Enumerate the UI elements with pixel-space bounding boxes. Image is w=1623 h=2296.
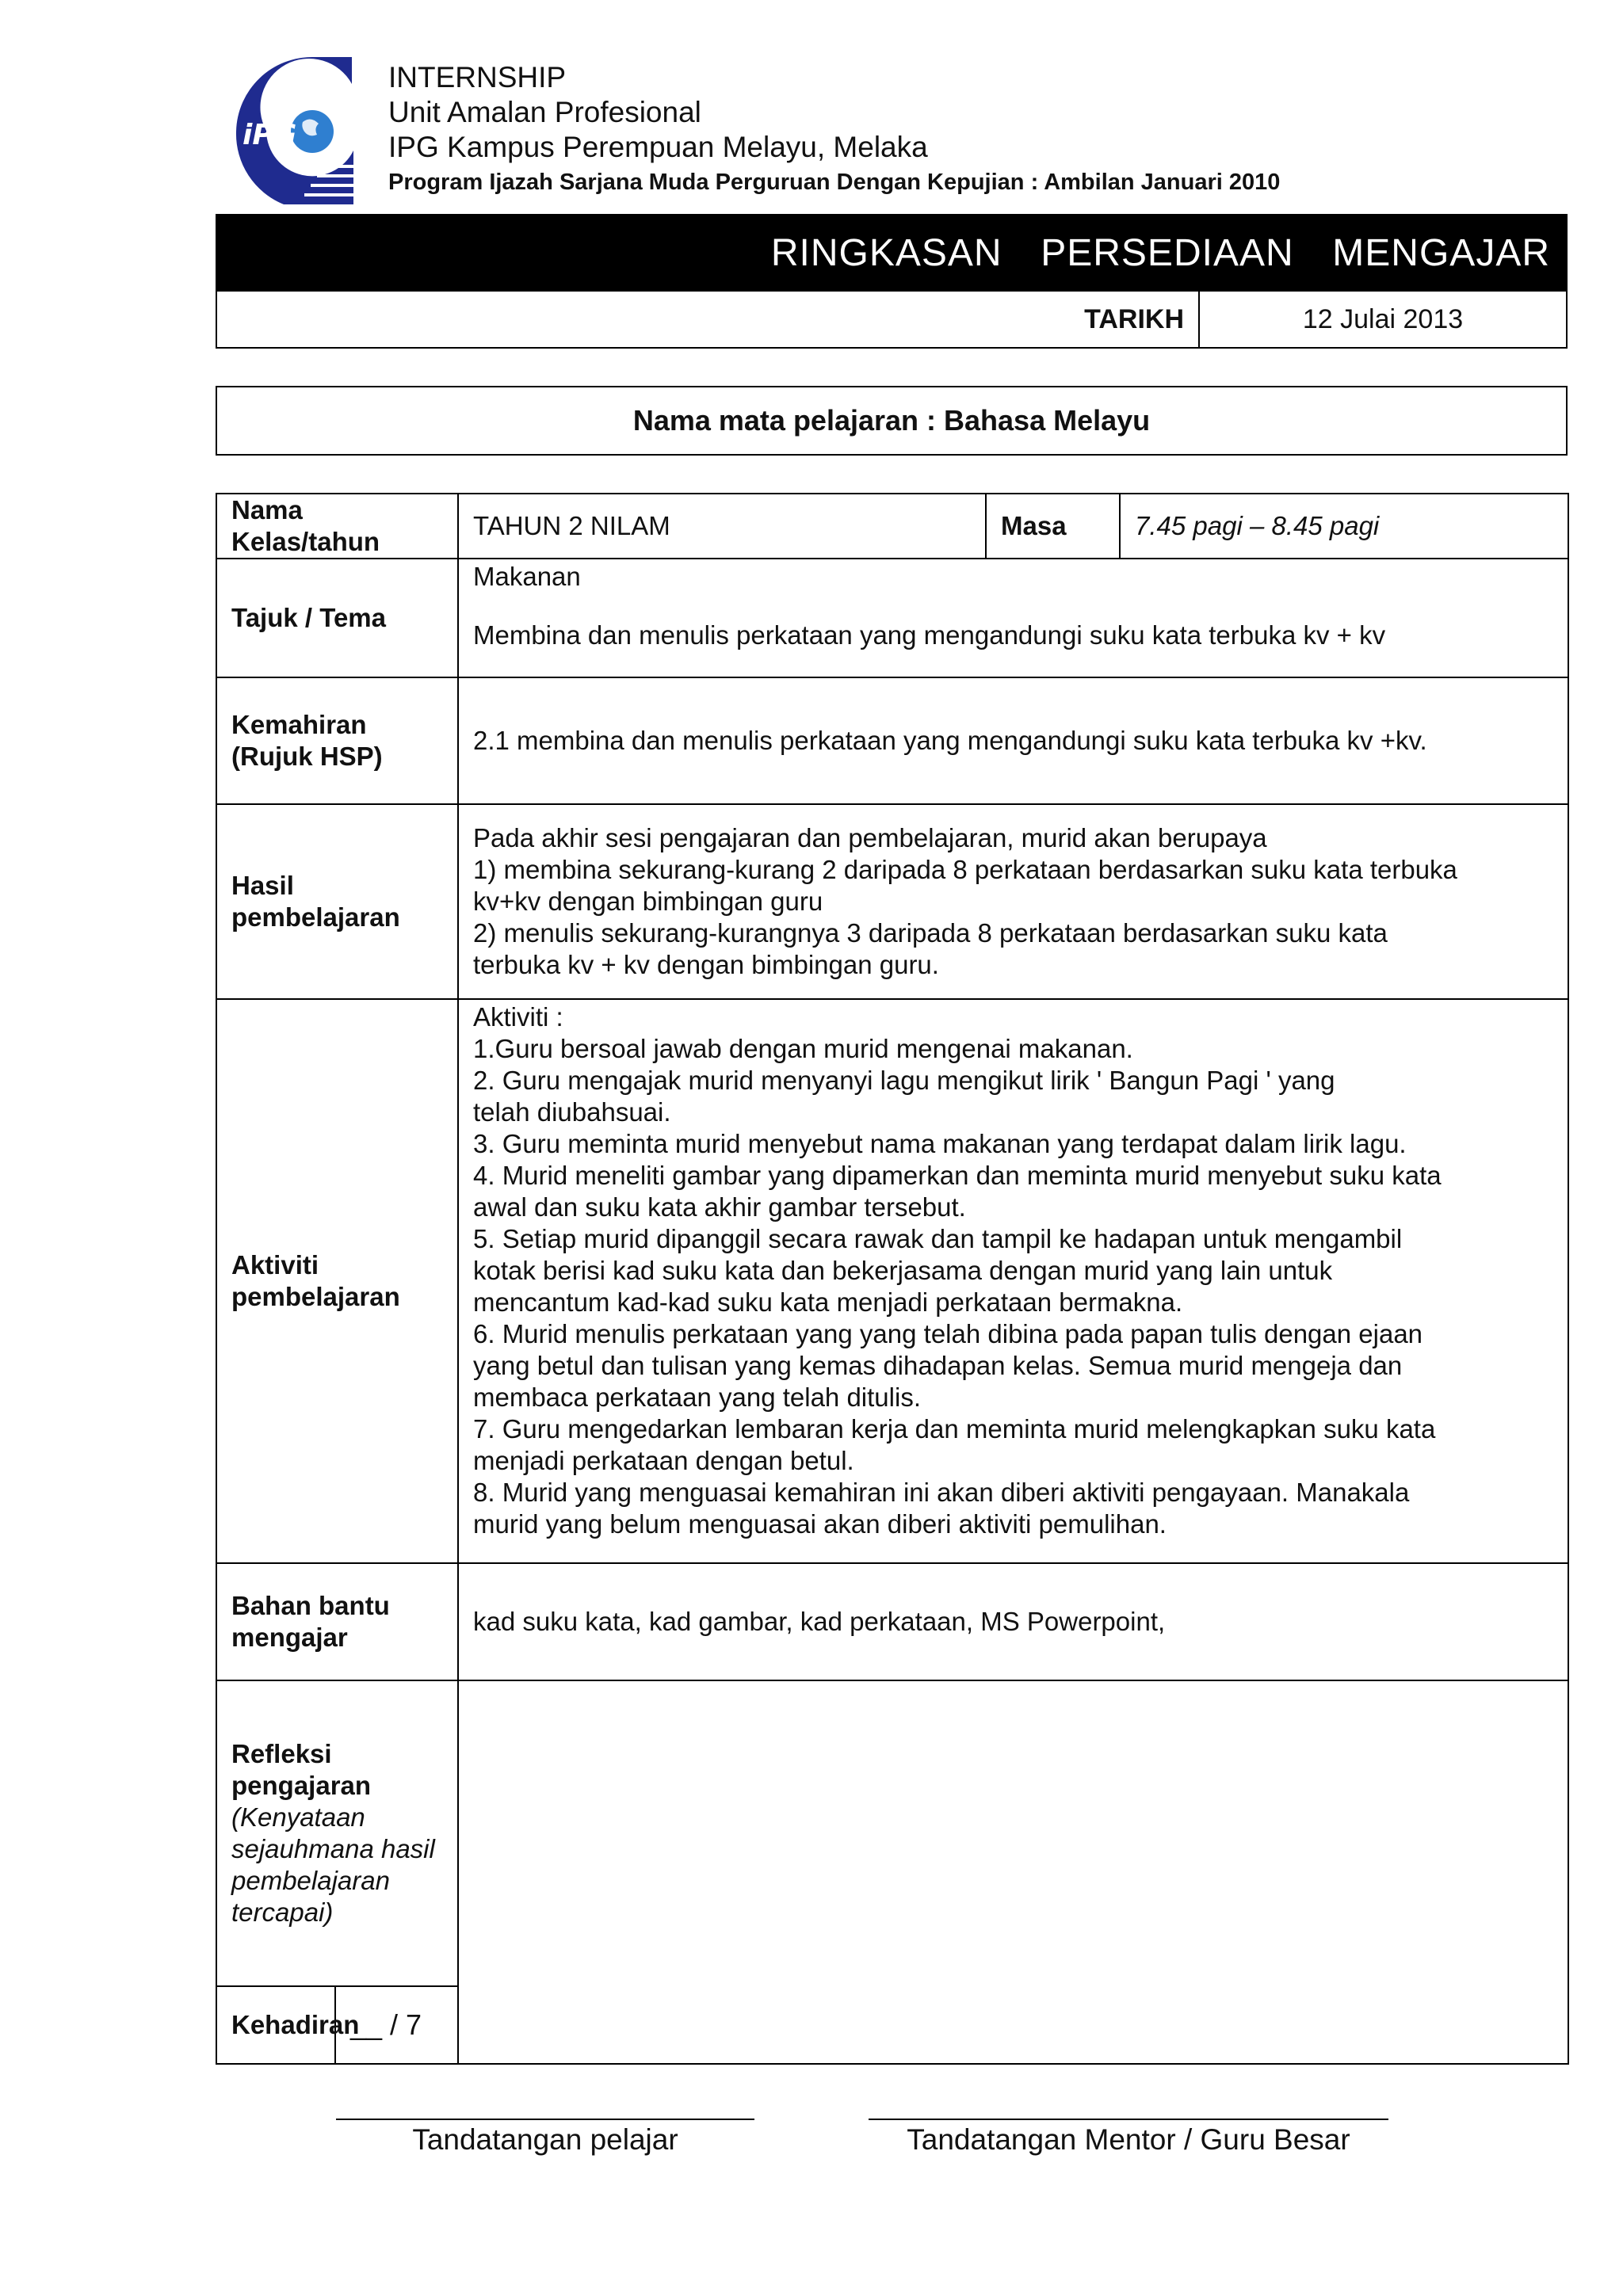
activity-line: kotak berisi kad suku kata dan bekerjasama dengan murid yang lain untuk: [473, 1256, 1333, 1285]
activity-line: murid yang belum menguasai akan diberi aktiviti pemulihan.: [473, 1509, 1167, 1539]
reflection-note-line: tercapai): [231, 1897, 334, 1927]
outcome-line: terbuka kv + kv dengan bimbingan guru.: [473, 950, 939, 979]
skill-row: [216, 677, 1568, 804]
date-label: TARIKH: [217, 292, 1200, 347]
lesson-plan-table: [216, 493, 1569, 2065]
topic-line: Membina dan menulis perkataan yang mengandungi suku kata terbuka kv + kv: [473, 620, 1386, 650]
class-label: Nama Kelas/tahun: [216, 494, 458, 559]
outcome-row: [216, 804, 1568, 999]
material-label-line: Bahan bantu: [231, 1591, 390, 1620]
activity-line: 7. Guru mengedarkan lembaran kerja dan meminta murid melengkapkan suku kata: [473, 1414, 1436, 1444]
subject-box: [216, 386, 1568, 456]
outcome-label: Hasil pembelajaran: [216, 804, 458, 999]
reflection-label-line: Refleksi: [231, 1739, 332, 1768]
reflection-note-line: pembelajaran: [231, 1866, 390, 1895]
topic-row: [216, 559, 1568, 677]
reflection-label-line: pengajaran: [231, 1771, 372, 1800]
institution-header: [388, 60, 1280, 198]
class-row: [216, 494, 1568, 559]
mentor-signature-line[interactable]: [869, 2119, 1388, 2120]
logo-text: iPG: [242, 119, 297, 151]
activity-line: 8. Murid yang menguasai kemahiran ini akan diberi aktiviti pengayaan. Manakala: [473, 1478, 1410, 1507]
attendance-value[interactable]: __ / 7: [335, 1986, 458, 2064]
class-value: TAHUN 2 NILAM: [458, 494, 986, 559]
reflection-label: [216, 1680, 458, 1986]
activity-label-line: pembelajaran: [231, 1282, 400, 1311]
topic-value: [458, 559, 1568, 677]
reflection-row: [216, 1680, 1568, 1986]
time-value: 7.45 pagi – 8.45 pagi: [1120, 494, 1568, 559]
student-signature-line[interactable]: [336, 2119, 754, 2120]
topic-line: Makanan: [473, 562, 581, 591]
skill-value: 2.1 membina dan menulis perkataan yang mengandungi suku kata terbuka kv +kv.: [458, 677, 1568, 804]
date-value: 12 Julai 2013: [1302, 303, 1464, 334]
time-label: Masa: [986, 494, 1120, 559]
outcome-line: 1) membina sekurang-kurang 2 daripada 8 perkataan berdasarkan suku kata terbuka: [473, 855, 1457, 884]
date-row: [216, 292, 1568, 349]
activity-line: Aktiviti :: [473, 1002, 563, 1032]
skill-label: [216, 677, 458, 804]
attendance-label: Kehadiran: [216, 1986, 335, 2064]
header-internship: INTERNSHIP: [388, 61, 567, 93]
activity-line: mencantum kad-kad suku kata menjadi perkataan bermakna.: [473, 1287, 1183, 1317]
skill-label-line: Kemahiran: [231, 710, 367, 739]
reflection-note-line: sejauhmana hasil: [231, 1834, 435, 1863]
activity-line: 6. Murid menulis perkataan yang yang telah dibina pada papan tulis dengan ejaan: [473, 1319, 1423, 1348]
activity-line: awal dan suku kata akhir gambar tersebut.: [473, 1192, 966, 1222]
activity-line: 3. Guru meminta murid menyebut nama makanan yang terdapat dalam lirik lagu.: [473, 1129, 1407, 1158]
activity-label: [216, 999, 458, 1563]
header-campus: IPG Kampus Perempuan Melayu, Melaka: [388, 131, 928, 163]
activity-line: membaca perkataan yang telah ditulis.: [473, 1383, 921, 1412]
outcome-line: Pada akhir sesi pengajaran dan pembelajaran, murid akan berupaya: [473, 823, 1267, 852]
reflection-input-area[interactable]: [458, 1680, 1568, 2064]
activity-line: telah diubahsuai.: [473, 1097, 671, 1127]
material-label-line: mengajar: [231, 1623, 348, 1652]
form-title: RINGKASAN PERSEDIAAN MENGAJAR: [770, 231, 1550, 274]
topic-label: Tajuk / Tema: [216, 559, 458, 677]
activity-label-line: Aktiviti: [231, 1250, 319, 1280]
material-row: [216, 1563, 1568, 1680]
activity-value: [458, 999, 1568, 1563]
material-value: kad suku kata, kad gambar, kad perkataan, MS Powerpoint,: [458, 1563, 1568, 1680]
reflection-note-line: (Kenyataan: [231, 1802, 365, 1832]
ipg-logo: [235, 55, 365, 206]
skill-label-line: (Rujuk HSP): [231, 742, 383, 771]
form-title-banner: [216, 214, 1568, 292]
activity-line: 2. Guru mengajak murid menyanyi lagu mengikut lirik ' Bangun Pagi ' yang: [473, 1066, 1335, 1095]
activity-row: [216, 999, 1568, 1563]
material-label: [216, 1563, 458, 1680]
outcome-line: 2) menulis sekurang-kurangnya 3 daripada 8 perkataan berdasarkan suku kata: [473, 918, 1388, 948]
outcome-line: kv+kv dengan bimbingan guru: [473, 887, 823, 916]
activity-line: yang betul dan tulisan yang kemas dihadapan kelas. Semua murid mengeja dan: [473, 1351, 1403, 1380]
outcome-value: [458, 804, 1568, 999]
header-program: Program Ijazah Sarjana Muda Perguruan Dengan Kepujian : Ambilan Januari 2010: [388, 170, 1281, 195]
student-signature-label: Tandatangan pelajar: [412, 2123, 678, 2156]
activity-line: 4. Murid meneliti gambar yang dipamerkan dan meminta murid menyebut suku kata: [473, 1161, 1442, 1190]
activity-line: menjadi perkataan dengan betul.: [473, 1446, 854, 1475]
subject-title: Nama mata pelajaran : Bahasa Melayu: [632, 404, 1151, 437]
mentor-signature-label: Tandatangan Mentor / Guru Besar: [907, 2123, 1350, 2156]
header-unit: Unit Amalan Profesional: [388, 96, 701, 128]
activity-line: 1.Guru bersoal jawab dengan murid mengenai makanan.: [473, 1034, 1133, 1063]
activity-line: 5. Setiap murid dipanggil secara rawak dan tampil ke hadapan untuk mengambil: [473, 1224, 1403, 1253]
